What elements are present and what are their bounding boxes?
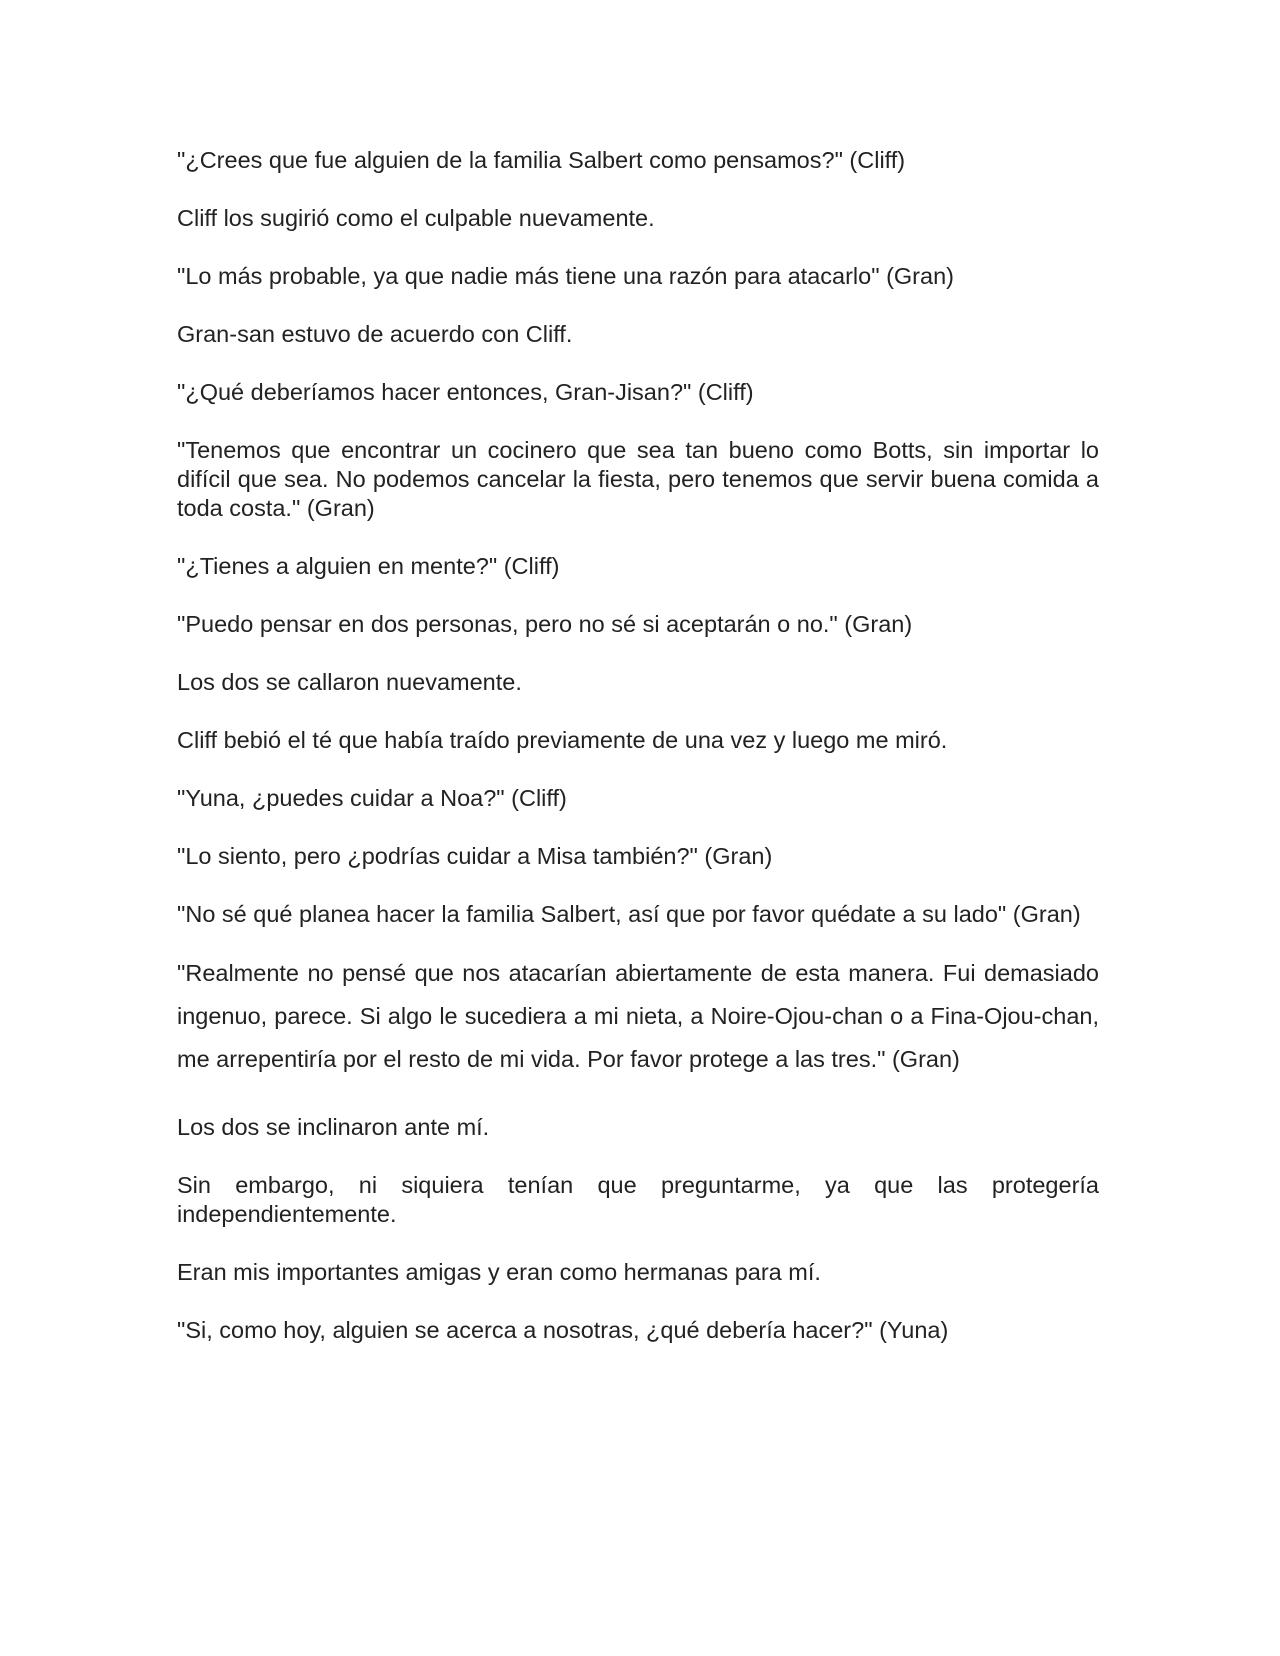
paragraph: "Lo más probable, ya que nadie más tiene una razón para atacarlo" (Gran) bbox=[177, 263, 954, 289]
paragraph: "¿Crees que fue alguien de la familia Salbert como pensamos?" (Cliff) bbox=[177, 147, 906, 173]
paragraph: Los dos se inclinaron ante mí. bbox=[177, 1114, 490, 1140]
paragraph: Los dos se callaron nuevamente. bbox=[177, 669, 522, 695]
paragraph: "Puedo pensar en dos personas, pero no sé si aceptarán o no." (Gran) bbox=[177, 611, 913, 637]
paragraph: Cliff los sugirió como el culpable nuevamente. bbox=[177, 205, 655, 231]
paragraph: "Si, como hoy, alguien se acerca a nosotras, ¿qué debería hacer?" (Yuna) bbox=[177, 1317, 949, 1343]
text-column bbox=[177, 146, 1099, 1374]
paragraph: "Realmente no pensé que nos atacarían abiertamente de esta manera. Fui demasiado ingenuo, parece. Si algo le sucediera a mi nieta, a Noire-Ojou-chan o a Fina-Ojou-chan, me arrepentiría por el resto de mi vida. Por favor protege a las tres." (Gran) bbox=[177, 960, 1099, 1072]
paragraph: "Yuna, ¿puedes cuidar a Noa?" (Cliff) bbox=[177, 785, 567, 811]
paragraph: "Tenemos que encontrar un cocinero que sea tan bueno como Botts, sin importar lo difícil que sea. No podemos cancelar la fiesta, pero tenemos que servir buena comida a toda costa." (Gran) bbox=[177, 437, 1099, 521]
paragraph: Cliff bebió el té que había traído previamente de una vez y luego me miró. bbox=[177, 727, 948, 753]
paragraph: "¿Qué deberíamos hacer entonces, Gran-Jisan?" (Cliff) bbox=[177, 379, 754, 405]
paragraph: Eran mis importantes amigas y eran como hermanas para mí. bbox=[177, 1259, 821, 1285]
paragraph: Sin embargo, ni siquiera tenían que preguntarme, ya que las protegería independientemente. bbox=[177, 1172, 1099, 1227]
paragraph: "Lo siento, pero ¿podrías cuidar a Misa también?" (Gran) bbox=[177, 843, 773, 869]
paragraph: "No sé qué planea hacer la familia Salbert, así que por favor quédate a su lado" (Gran) bbox=[177, 901, 1081, 927]
paragraph: "¿Tienes a alguien en mente?" (Cliff) bbox=[177, 553, 560, 579]
paragraph: Gran-san estuvo de acuerdo con Cliff. bbox=[177, 321, 573, 347]
